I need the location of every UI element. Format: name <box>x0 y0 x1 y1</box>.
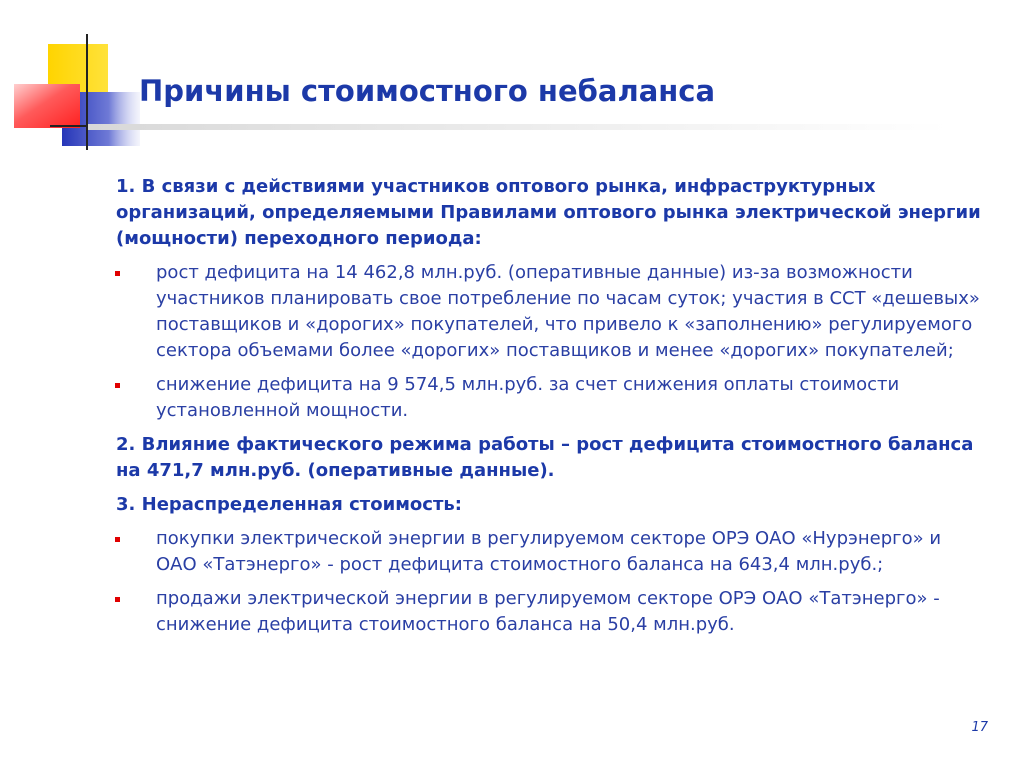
bullet-text: покупки электрической энергии в регулируемом секторе ОРЭ ОАО «Нурэнерго» и ОАО «Татэнерго» - рост дефицита стоимостного баланса на 643,4 млн.руб.; <box>156 528 942 575</box>
bullet-text: снижение дефицита на 9 574,5 млн.руб. за счет снижения оплаты стоимости установленной мощности. <box>156 374 900 421</box>
bullet-text: продажи электрической энергии в регулируемом секторе ОРЭ ОАО «Татэнерго» - снижение дефицита стоимостного баланса на 50,4 млн.руб. <box>156 588 940 635</box>
section-3-heading: 3. Нераспределенная стоимость: <box>116 494 462 515</box>
list-item <box>156 586 986 638</box>
list-item <box>156 526 986 578</box>
bullet-text: рост дефицита на 14 462,8 млн.руб. (оперативные данные) из-за возможности участников планировать свое потребление по часам суток; участия в ССТ «дешевых» поставщиков и «дорогих» покупателей, что привело к «заполнению» регулируемого сектора объемами более «дорогих» поставщиков и менее «дорогих» покупателей; <box>156 262 980 361</box>
section-2-heading: 2. Влияние фактического режима работы – рост дефицита стоимостного баланса на 471,7 млн.руб. (оперативные данные). <box>116 434 974 481</box>
title-underline <box>88 124 948 130</box>
bullet-square-icon <box>115 271 120 276</box>
bullet-square-icon <box>115 537 120 542</box>
page-number: 17 <box>971 720 988 735</box>
slide-content <box>116 174 986 646</box>
list-item <box>156 372 986 424</box>
bullet-square-icon <box>115 383 120 388</box>
list-item <box>156 260 986 364</box>
slide-logo <box>0 0 140 160</box>
section-1-heading: 1. В связи с действиями участников оптового рынка, инфраструктурных организаций, определяемыми Правилами оптового рынка электрической энергии (мощности) переходного периода: <box>116 176 981 249</box>
bullet-square-icon <box>115 597 120 602</box>
slide-title: Причины стоимостного небаланса <box>139 74 716 108</box>
